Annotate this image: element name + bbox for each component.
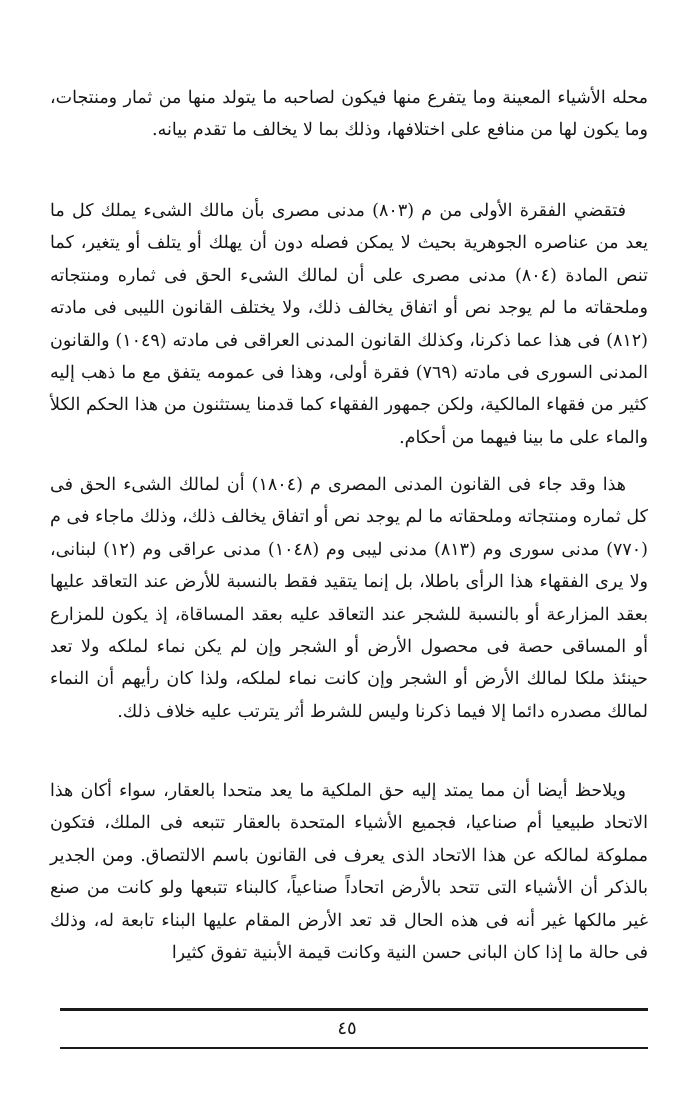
page-number: ٤٥ <box>337 1018 357 1039</box>
paragraph-3-text: هذا وقد جاء فى القانون المدنى المصرى م (١٨٠٤) أن لمالك الشىء الحق فى كل ثماره ومنتجاته وملحقاته ما لم يوجد نص أو اتفاق يخالف ذلك، وذلك ماجاء فى م (٧٧٠) مدنى سورى وم (٨١٣) مدنى ليبى وم (١٠٤٨) مدنى عراقى وم (١٢) لبنانى، ولا يرى الفقهاء هذا الرأى باطلا، بل إنما يتقيد فقط بالنسبة للأرض عند التعاقد عليها بعقد المزارعة أو بالنسبة للشجر عند التعاقد عليه بعقد المساقاة، إذ يكون للمزارع أو المساقى حصة فى محصول الأرض أو الشجر وإن لم يكن نماء لملكه ولا تعد حينئذ ملكا لمالك الأرض أو الشجر وإن كانت نماء لملكه، ولذا كان رأيهم أن النماء لمالك مصدره دائما إلا فيما ذكرنا وليس للشرط أثر يترتب عليه خلاف ذلك. <box>50 475 648 722</box>
paragraph-2 <box>50 195 648 454</box>
paragraph-4-text: ويلاحظ أيضا أن مما يمتد إليه حق الملكية ما يعد متحدا بالعقار، سواء أكان هذا الاتحاد طبيعيا أم صناعيا، فجميع الأشياء المتحدة بالعقار تتبعه فى الملك، فتكون مملوكة لمالكه عن هذا الاتحاد الذى يعرف فى القانون باسم الالتصاق. ومن الجدير بالذكر أن الأشياء التى تتحد بالأرض اتحاداً صناعياً، كالبناء تتبعها ولو كانت من صنع غير مالكها غير أنه فى هذه الحال قد تعد الأرض المقام عليها البناء تابعة له، وذلك فى حالة ما إذا كان البانى حسن النية وكانت قيمة الأبنية تفوق كثيرا <box>50 781 648 964</box>
paragraph-1: محله الأشياء المعينة وما يتفرع منها فيكون لصاحبه ما يتولد منها من ثمار ومنتجات، وما يكون لها من منافع على اختلافها، وذلك بما لا يخالف ما تقدم بيانه. <box>50 88 648 141</box>
footer-rule-top <box>60 1008 648 1011</box>
footer-rule-bottom <box>60 1047 648 1049</box>
paragraph-3 <box>50 469 648 728</box>
paragraph-4 <box>50 775 648 969</box>
paragraph-2-text: فتقضي الفقرة الأولى من م (٨٠٣) مدنى مصرى بأن مالك الشىء يملك كل ما يعد من عناصره الجوهرية بحيث لا يمكن فصله دون أن يهلك أو يتلف أو يتغير، كما تنص المادة (٨٠٤) مدنى مصرى على أن لمالك الشىء الحق فى ثماره ومنتجاته وملحقاته ما لم يوجد نص أو اتفاق يخالف ذلك، ولا يختلف القانون الليبى فى مادته (٨١٢) فى هذا عما ذكرنا، وكذلك القانون المدنى العراقى فى مادته (١٠٤٩) والقانون المدنى السورى فى مادته (٧٦٩) فقرة أولى، وهذا فى عمومه يتفق مع ما ذهب إليه كثير من فقهاء المالكية، ولكن جمهور الفقهاء كما قدمنا يستثنون من هذا الحكم الكلأ والماء على ما بينا فيهما من أحكام. <box>50 201 648 448</box>
